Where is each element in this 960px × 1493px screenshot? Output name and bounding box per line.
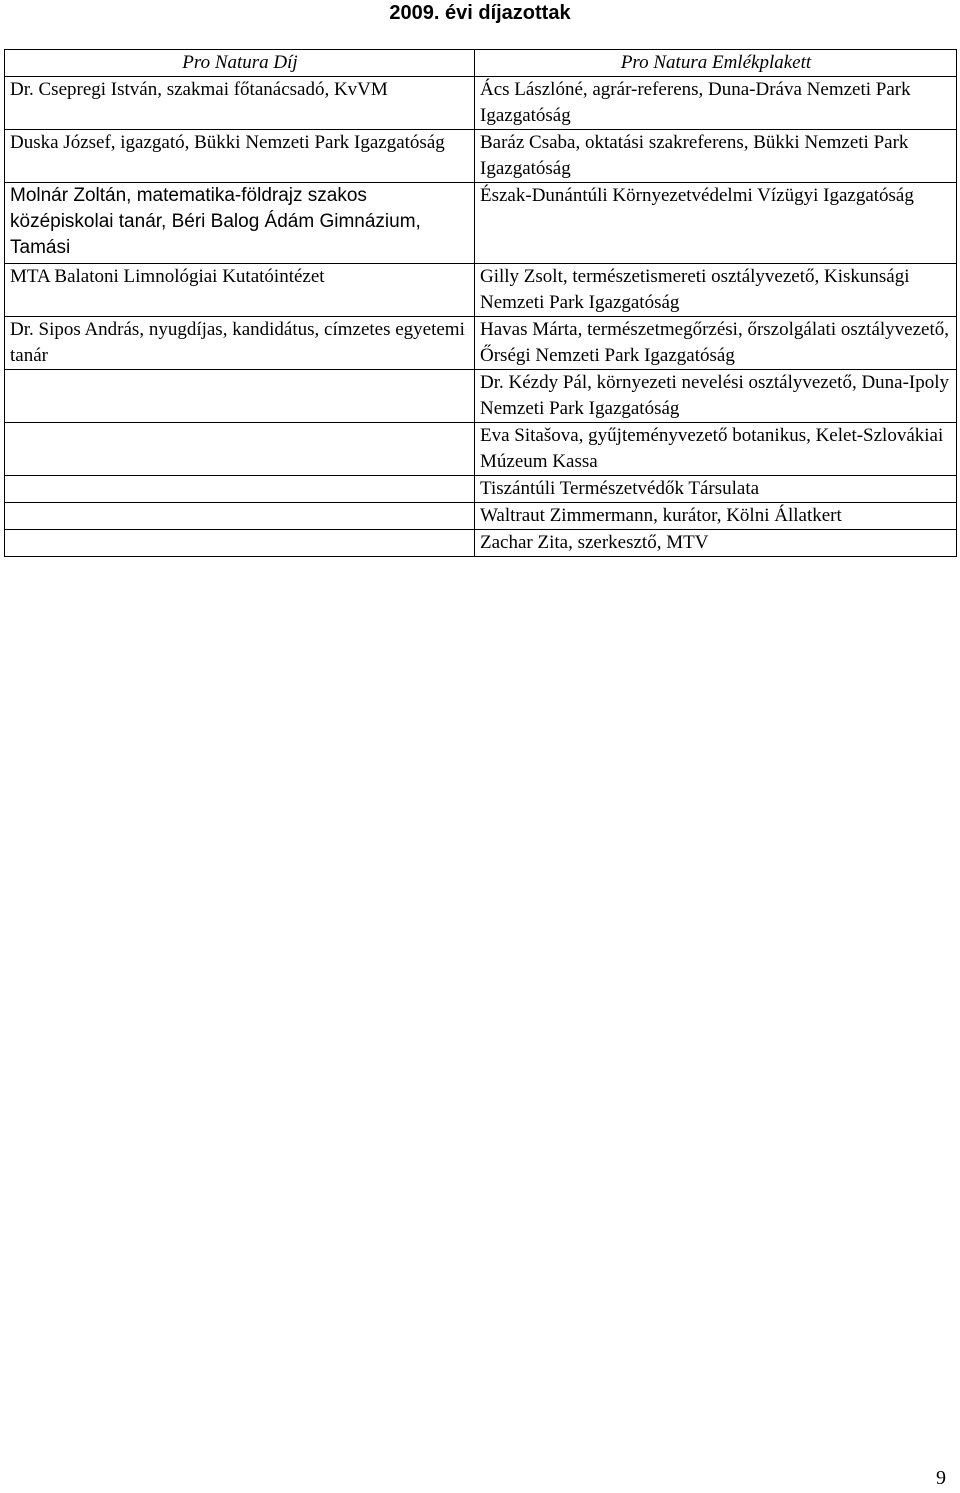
header-pro-natura-emlekplakett: Pro Natura Emlékplakett <box>475 50 957 77</box>
right-cell: Észak-Dunántúli Környezetvédelmi Vízügyi Igazgatóság <box>475 183 957 264</box>
right-cell: Baráz Csaba, oktatási szakreferens, Bükki Nemzeti Park Igazgatóság <box>475 130 957 183</box>
right-cell: Gilly Zsolt, természetismereti osztályvezető, Kiskunsági Nemzeti Park Igazgatóság <box>475 264 957 317</box>
left-cell-empty <box>5 476 475 503</box>
table-row <box>5 503 957 530</box>
left-cell: Molnár Zoltán, matematika-földrajz szakos középiskolai tanár, Béri Balog Ádám Gimnázium, Tamási <box>5 183 475 264</box>
right-cell: Havas Márta, természetmegőrzési, őrszolgálati osztályvezető, Őrségi Nemzeti Park Igazgatóság <box>475 317 957 370</box>
table-row <box>5 264 957 317</box>
left-cell: Duska József, igazgató, Bükki Nemzeti Park Igazgatóság <box>5 130 475 183</box>
left-cell: Dr. Csepregi István, szakmai főtanácsadó, KvVM <box>5 77 475 130</box>
awardees-table <box>4 49 957 557</box>
table-header-row <box>5 50 957 77</box>
table-row <box>5 423 957 476</box>
right-cell: Dr. Kézdy Pál, környezeti nevelési osztályvezető, Duna-Ipoly Nemzeti Park Igazgatóság <box>475 370 957 423</box>
left-cell-empty <box>5 503 475 530</box>
left-cell: Dr. Sipos András, nyugdíjas, kandidátus, címzetes egyetemi tanár <box>5 317 475 370</box>
page-title: 2009. évi díjazottak <box>389 2 571 24</box>
left-cell-empty <box>5 370 475 423</box>
right-cell: Tiszántúli Természetvédők Társulata <box>475 476 957 503</box>
left-cell-empty <box>5 423 475 476</box>
left-cell-empty <box>5 530 475 557</box>
table-row <box>5 77 957 130</box>
table-row <box>5 317 957 370</box>
right-cell: Eva Sitašova, gyűjteményvezető botanikus, Kelet-Szlovákiai Múzeum Kassa <box>475 423 957 476</box>
right-cell: Ács Lászlóné, agrár-referens, Duna-Dráva Nemzeti Park Igazgatóság <box>475 77 957 130</box>
table-row <box>5 370 957 423</box>
right-cell: Zachar Zita, szerkesztő, MTV <box>475 530 957 557</box>
left-cell: MTA Balatoni Limnológiai Kutatóintézet <box>5 264 475 317</box>
table-row <box>5 476 957 503</box>
table-row <box>5 130 957 183</box>
header-pro-natura-dij: Pro Natura Díj <box>5 50 475 77</box>
table-row <box>5 530 957 557</box>
right-cell: Waltraut Zimmermann, kurátor, Kölni Állatkert <box>475 503 957 530</box>
page-number: 9 <box>936 1467 946 1489</box>
table-row <box>5 183 957 264</box>
